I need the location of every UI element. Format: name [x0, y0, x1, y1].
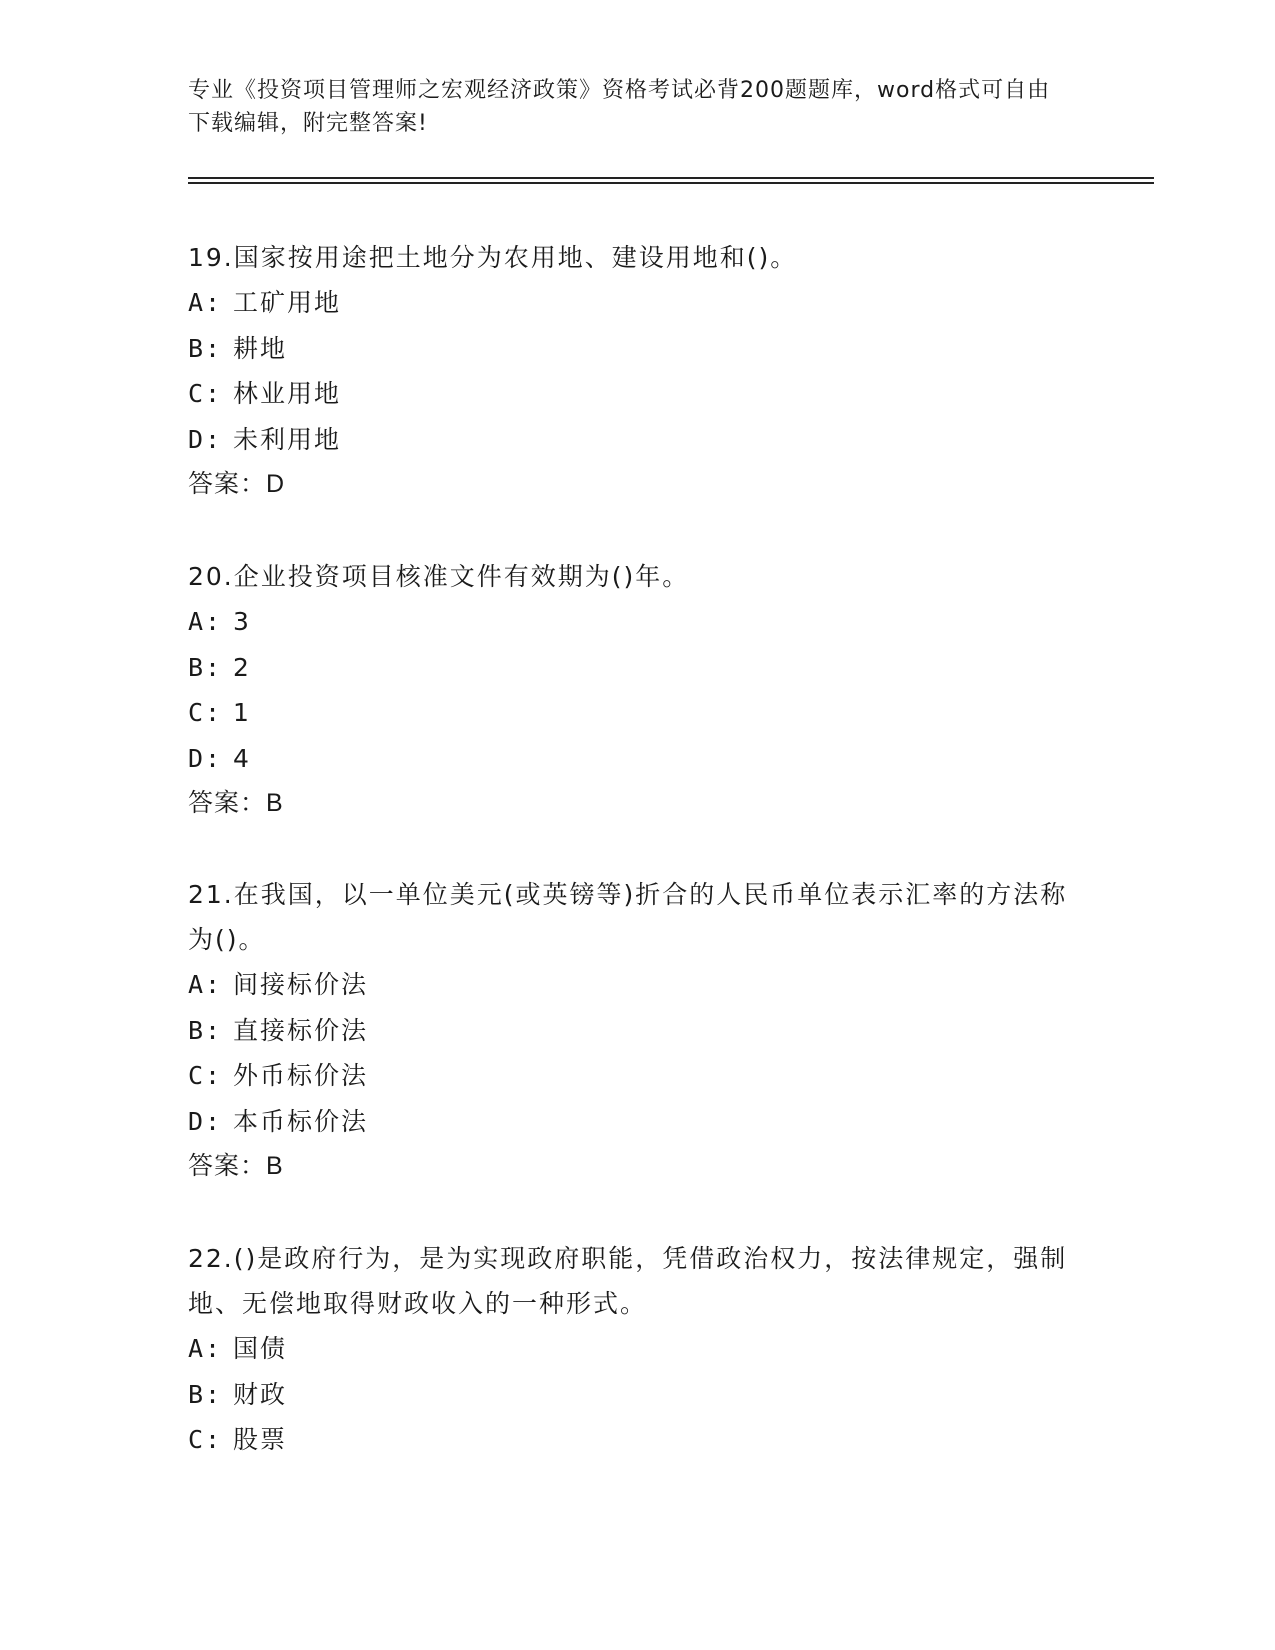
option-letter: D:: [188, 424, 223, 454]
option-text: 国债: [233, 1334, 288, 1363]
option-letter: D:: [188, 743, 223, 773]
option-c: [188, 690, 1088, 736]
option-letter: A:: [188, 288, 223, 317]
option-text: 财政: [233, 1379, 288, 1409]
question-stem: 20.企业投资项目核准文件有效期为()年。: [188, 562, 690, 591]
option-text: 外币标价法: [233, 1061, 369, 1090]
option-c: [188, 1417, 1088, 1463]
option-text: 1: [233, 698, 251, 727]
option-text: 耕地: [233, 333, 288, 363]
question-19: [188, 235, 1088, 508]
question-stem: 22.()是政府行为，是为实现政府职能，凭借政治权力，按法律规定，强制地、无偿地取得财政收入的一种形式。: [188, 1244, 1068, 1318]
option-text: 直接标价法: [233, 1015, 369, 1045]
question-stem: 21.在我国，以一单位美元(或英镑等)折合的人民币单位表示汇率的方法称为()。: [188, 880, 1068, 954]
question-21: [188, 872, 1088, 1190]
option-b: [188, 1372, 1088, 1418]
question-22: [188, 1236, 1088, 1463]
option-c: [188, 1053, 1088, 1099]
document-header: [188, 74, 1068, 140]
option-d: [188, 417, 1088, 463]
answer-line: 答案：B: [188, 789, 284, 817]
option-text: 股票: [233, 1425, 288, 1454]
option-text: 工矿用地: [233, 288, 342, 317]
option-letter: B:: [188, 333, 223, 363]
document-title: 专业《投资项目管理师之宏观经济政策》资格考试必背200题题库，word格式可自由下载编辑，附完整答案!: [188, 78, 1051, 136]
option-a: [188, 962, 1088, 1008]
option-letter: A:: [188, 970, 223, 999]
option-letter: C:: [188, 1425, 223, 1454]
option-letter: C:: [188, 1061, 223, 1090]
option-d: [188, 1099, 1088, 1145]
option-a: [188, 280, 1088, 326]
question-stem: 19.国家按用途把土地分为农用地、建设用地和()。: [188, 243, 798, 272]
option-letter: B:: [188, 1379, 223, 1409]
question-20: [188, 554, 1088, 827]
option-b: [188, 645, 1088, 691]
option-letter: A:: [188, 607, 223, 636]
option-letter: A:: [188, 1334, 223, 1363]
option-text: 本币标价法: [233, 1106, 369, 1136]
option-b: [188, 1008, 1088, 1054]
option-letter: D:: [188, 1106, 223, 1136]
option-text: 3: [233, 607, 251, 636]
option-text: 林业用地: [233, 379, 342, 408]
option-letter: B:: [188, 1015, 223, 1045]
answer-line: 答案：D: [188, 470, 286, 498]
header-divider-bottom: [188, 182, 1154, 184]
option-text: 未利用地: [233, 424, 342, 454]
answer-line: 答案：B: [188, 1152, 284, 1180]
option-c: [188, 371, 1088, 417]
option-d: [188, 736, 1088, 782]
option-a: [188, 599, 1088, 645]
option-letter: C:: [188, 379, 223, 408]
option-letter: C:: [188, 698, 223, 727]
option-text: 4: [233, 743, 251, 773]
option-letter: B:: [188, 652, 223, 682]
header-divider-top: [188, 177, 1154, 179]
option-b: [188, 326, 1088, 372]
option-a: [188, 1326, 1088, 1372]
option-text: 间接标价法: [233, 970, 369, 999]
option-text: 2: [233, 652, 251, 682]
